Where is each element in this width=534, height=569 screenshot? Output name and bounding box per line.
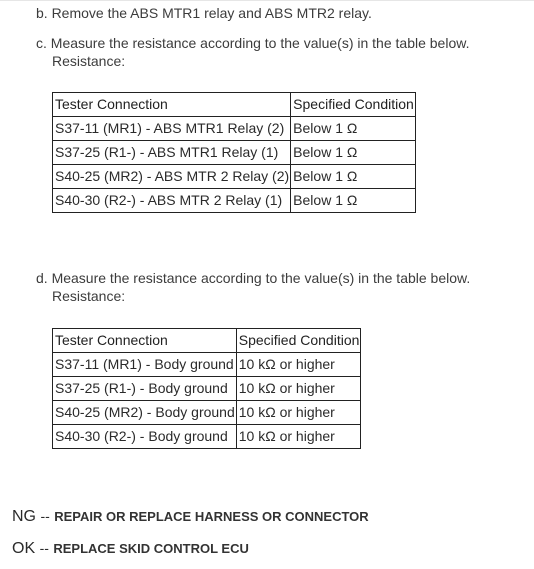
header-specified-condition: Specified Condition: [236, 329, 361, 353]
table-cell: S40-30 (R2-) - Body ground: [53, 425, 237, 449]
table-cell: S37-25 (R1-) - Body ground: [53, 377, 237, 401]
result-ng-separator: --: [40, 508, 50, 524]
table-row: [53, 189, 416, 213]
table-header-row: [53, 329, 361, 353]
table-cell: Below 1 Ω: [291, 189, 416, 213]
table-row: [53, 141, 416, 165]
result-ng: [12, 506, 369, 527]
step-c-line2: Resistance:: [52, 53, 126, 69]
table-cell: Below 1 Ω: [291, 141, 416, 165]
table-cell: S40-30 (R2-) - ABS MTR 2 Relay (1): [53, 189, 291, 213]
table-cell: S40-25 (MR2) - ABS MTR 2 Relay (2): [53, 165, 291, 189]
step-b: [36, 4, 372, 22]
step-c-line1: c. Measure the resistance according to the value(s) in the table below.: [36, 35, 470, 51]
table-cell: S40-25 (MR2) - Body ground: [53, 401, 237, 425]
table-cell: S37-11 (MR1) - Body ground: [53, 353, 237, 377]
table-row: [53, 425, 361, 449]
table-cell: 10 kΩ or higher: [236, 401, 361, 425]
result-ok-code: OK: [12, 540, 36, 557]
result-ng-action: REPAIR OR REPLACE HARNESS OR CONNECTOR: [54, 509, 369, 524]
table-row: [53, 117, 416, 141]
header-tester-connection: Tester Connection: [53, 329, 237, 353]
result-ok: [12, 538, 249, 559]
top-divider: [0, 0, 534, 1]
table-cell: S37-11 (MR1) - ABS MTR1 Relay (2): [53, 117, 291, 141]
table-row: [53, 165, 416, 189]
table-header-row: [53, 93, 416, 117]
resistance-table-ground: [52, 328, 361, 449]
header-tester-connection: Tester Connection: [53, 93, 291, 117]
step-d: [36, 269, 470, 305]
table-row: [53, 401, 361, 425]
table-row: [53, 353, 361, 377]
table-cell: Below 1 Ω: [291, 165, 416, 189]
table-cell: 10 kΩ or higher: [236, 353, 361, 377]
table-row: [53, 377, 361, 401]
step-d-line2: Resistance:: [52, 288, 126, 304]
resistance-table-relay: [52, 92, 416, 213]
table-cell: 10 kΩ or higher: [236, 425, 361, 449]
step-b-text: b. Remove the ABS MTR1 relay and ABS MTR2 relay.: [36, 5, 372, 21]
step-c: [36, 34, 469, 70]
result-ok-separator: --: [39, 540, 49, 556]
result-ok-action: REPLACE SKID CONTROL ECU: [53, 541, 249, 556]
table-cell: 10 kΩ or higher: [236, 377, 361, 401]
result-ng-code: NG: [12, 508, 36, 525]
table-cell: S37-25 (R1-) - ABS MTR1 Relay (1): [53, 141, 291, 165]
header-specified-condition: Specified Condition: [291, 93, 416, 117]
step-d-line1: d. Measure the resistance according to the value(s) in the table below.: [36, 270, 471, 286]
table-cell: Below 1 Ω: [291, 117, 416, 141]
